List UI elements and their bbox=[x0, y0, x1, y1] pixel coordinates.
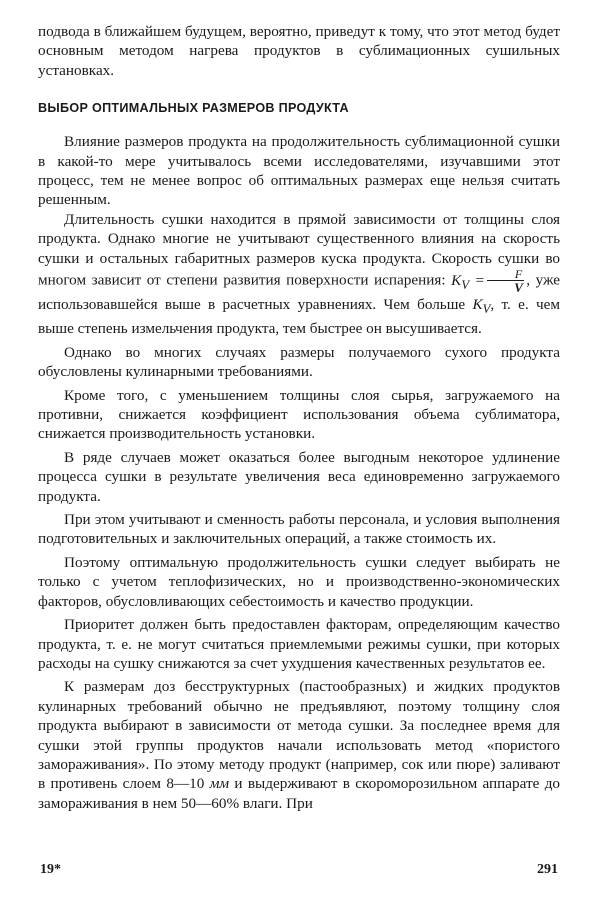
formula-numerator: F bbox=[487, 268, 524, 281]
page-number: 291 bbox=[537, 862, 558, 877]
paragraph-6: При этом учитывают и сменность работы персонала, и условия выполнения подготовительных и заключительных операций, а также стоимость их. bbox=[38, 511, 560, 548]
paragraph-9-text-b: и выдерживают в скороморозильном аппарате до замораживания в нем 50—60% влаги. При bbox=[38, 775, 561, 812]
formula-fraction bbox=[487, 268, 524, 294]
formula-kv bbox=[451, 271, 485, 292]
paragraph-8: Приоритет должен быть предоставлен факторам, определяющим качество продукта, т. е. не могут считаться приемлемыми режимы сушки, при которых расходы на сушку снижаются за счет ухудшения качественных результатов ее. bbox=[38, 616, 560, 672]
section-heading: ВЫБОР ОПТИМАЛЬНЫХ РАЗМЕРОВ ПРОДУКТА bbox=[38, 101, 349, 116]
intro-paragraph: подвода в ближайшем будущем, вероятно, приведут к тому, что этот метод будет основным методом нагрева продуктов в сублимационных сушильных установках. bbox=[38, 23, 560, 79]
paragraph-4: Кроме того, с уменьшением толщины слоя сырья, загружаемого на противни, снижается коэффициент использования объема сублиматора, снижается производительность установки. bbox=[38, 386, 560, 443]
paragraph-2-text-a: Длительность сушки находится в прямой зависимости от толщины слоя продукта. Однако многие не учитывают существенного влияния на скорость сушки и остальных габаритных размеров куска продукта. Скорость сушки во многом зависит от степени развития поверхности испарения: bbox=[38, 210, 560, 289]
paragraph-2-text-c: , т. е. чем выше степень измельчения продукта, тем быстрее он высушивается. bbox=[38, 295, 560, 338]
page-body bbox=[38, 22, 560, 813]
paragraph-9 bbox=[38, 677, 560, 813]
paragraph-9-text-a: К размерам доз бесструктурных (пастообразных) и жидких продуктов кулинарных требований обычно не предъявляют, поэтому толщину слоя продукта выбирают в зависимости от метода сушки. За последнее время для сушки этой группы продуктов начали использовать метод «пористого замораживания». По этому методу продукт (например, сок или пюре) заливают в противень слоем 8—10 bbox=[38, 678, 560, 793]
inline-k-subscript: V bbox=[482, 302, 491, 317]
formula-denominator: V bbox=[514, 280, 523, 296]
paragraph-2-text-b: , уже использовавшейся выше в расчетных уравнениях. Чем больше bbox=[38, 271, 561, 313]
paragraph-5: В ряде случаев может оказаться более выгодным некоторое удлинение процесса сушки в результате увеличения веса единовременно загружаемого продукта. bbox=[38, 448, 560, 505]
formula-k-symbol: K bbox=[451, 271, 462, 289]
inline-kv bbox=[472, 295, 491, 317]
inline-k-symbol: K bbox=[472, 295, 483, 313]
paragraph-7: Поэтому оптимальную продолжительность сушки следует выбирать не только с учетом теплофизических, но и производственно-экономических факторов, обусловливающих себестоимость и качество продукции. bbox=[38, 553, 560, 610]
paragraph-2 bbox=[38, 210, 560, 339]
unit-mm: мм bbox=[209, 775, 230, 793]
paragraph-3: Однако во многих случаях размеры получаемого сухого продукта обусловлены кулинарными требованиями. bbox=[38, 343, 560, 381]
signature-mark: 19* bbox=[40, 862, 61, 877]
formula-k-subscript: V bbox=[461, 277, 470, 292]
formula-equals: = bbox=[469, 271, 485, 289]
paragraph-1: Влияние размеров продукта на продолжительность сублимационной сушки в какой-то мере учитывалось всеми исследователями, изучавшими этот процесс, тем не менее вопрос об оптимальных размерах еще нельзя считать решенным. bbox=[38, 133, 560, 209]
